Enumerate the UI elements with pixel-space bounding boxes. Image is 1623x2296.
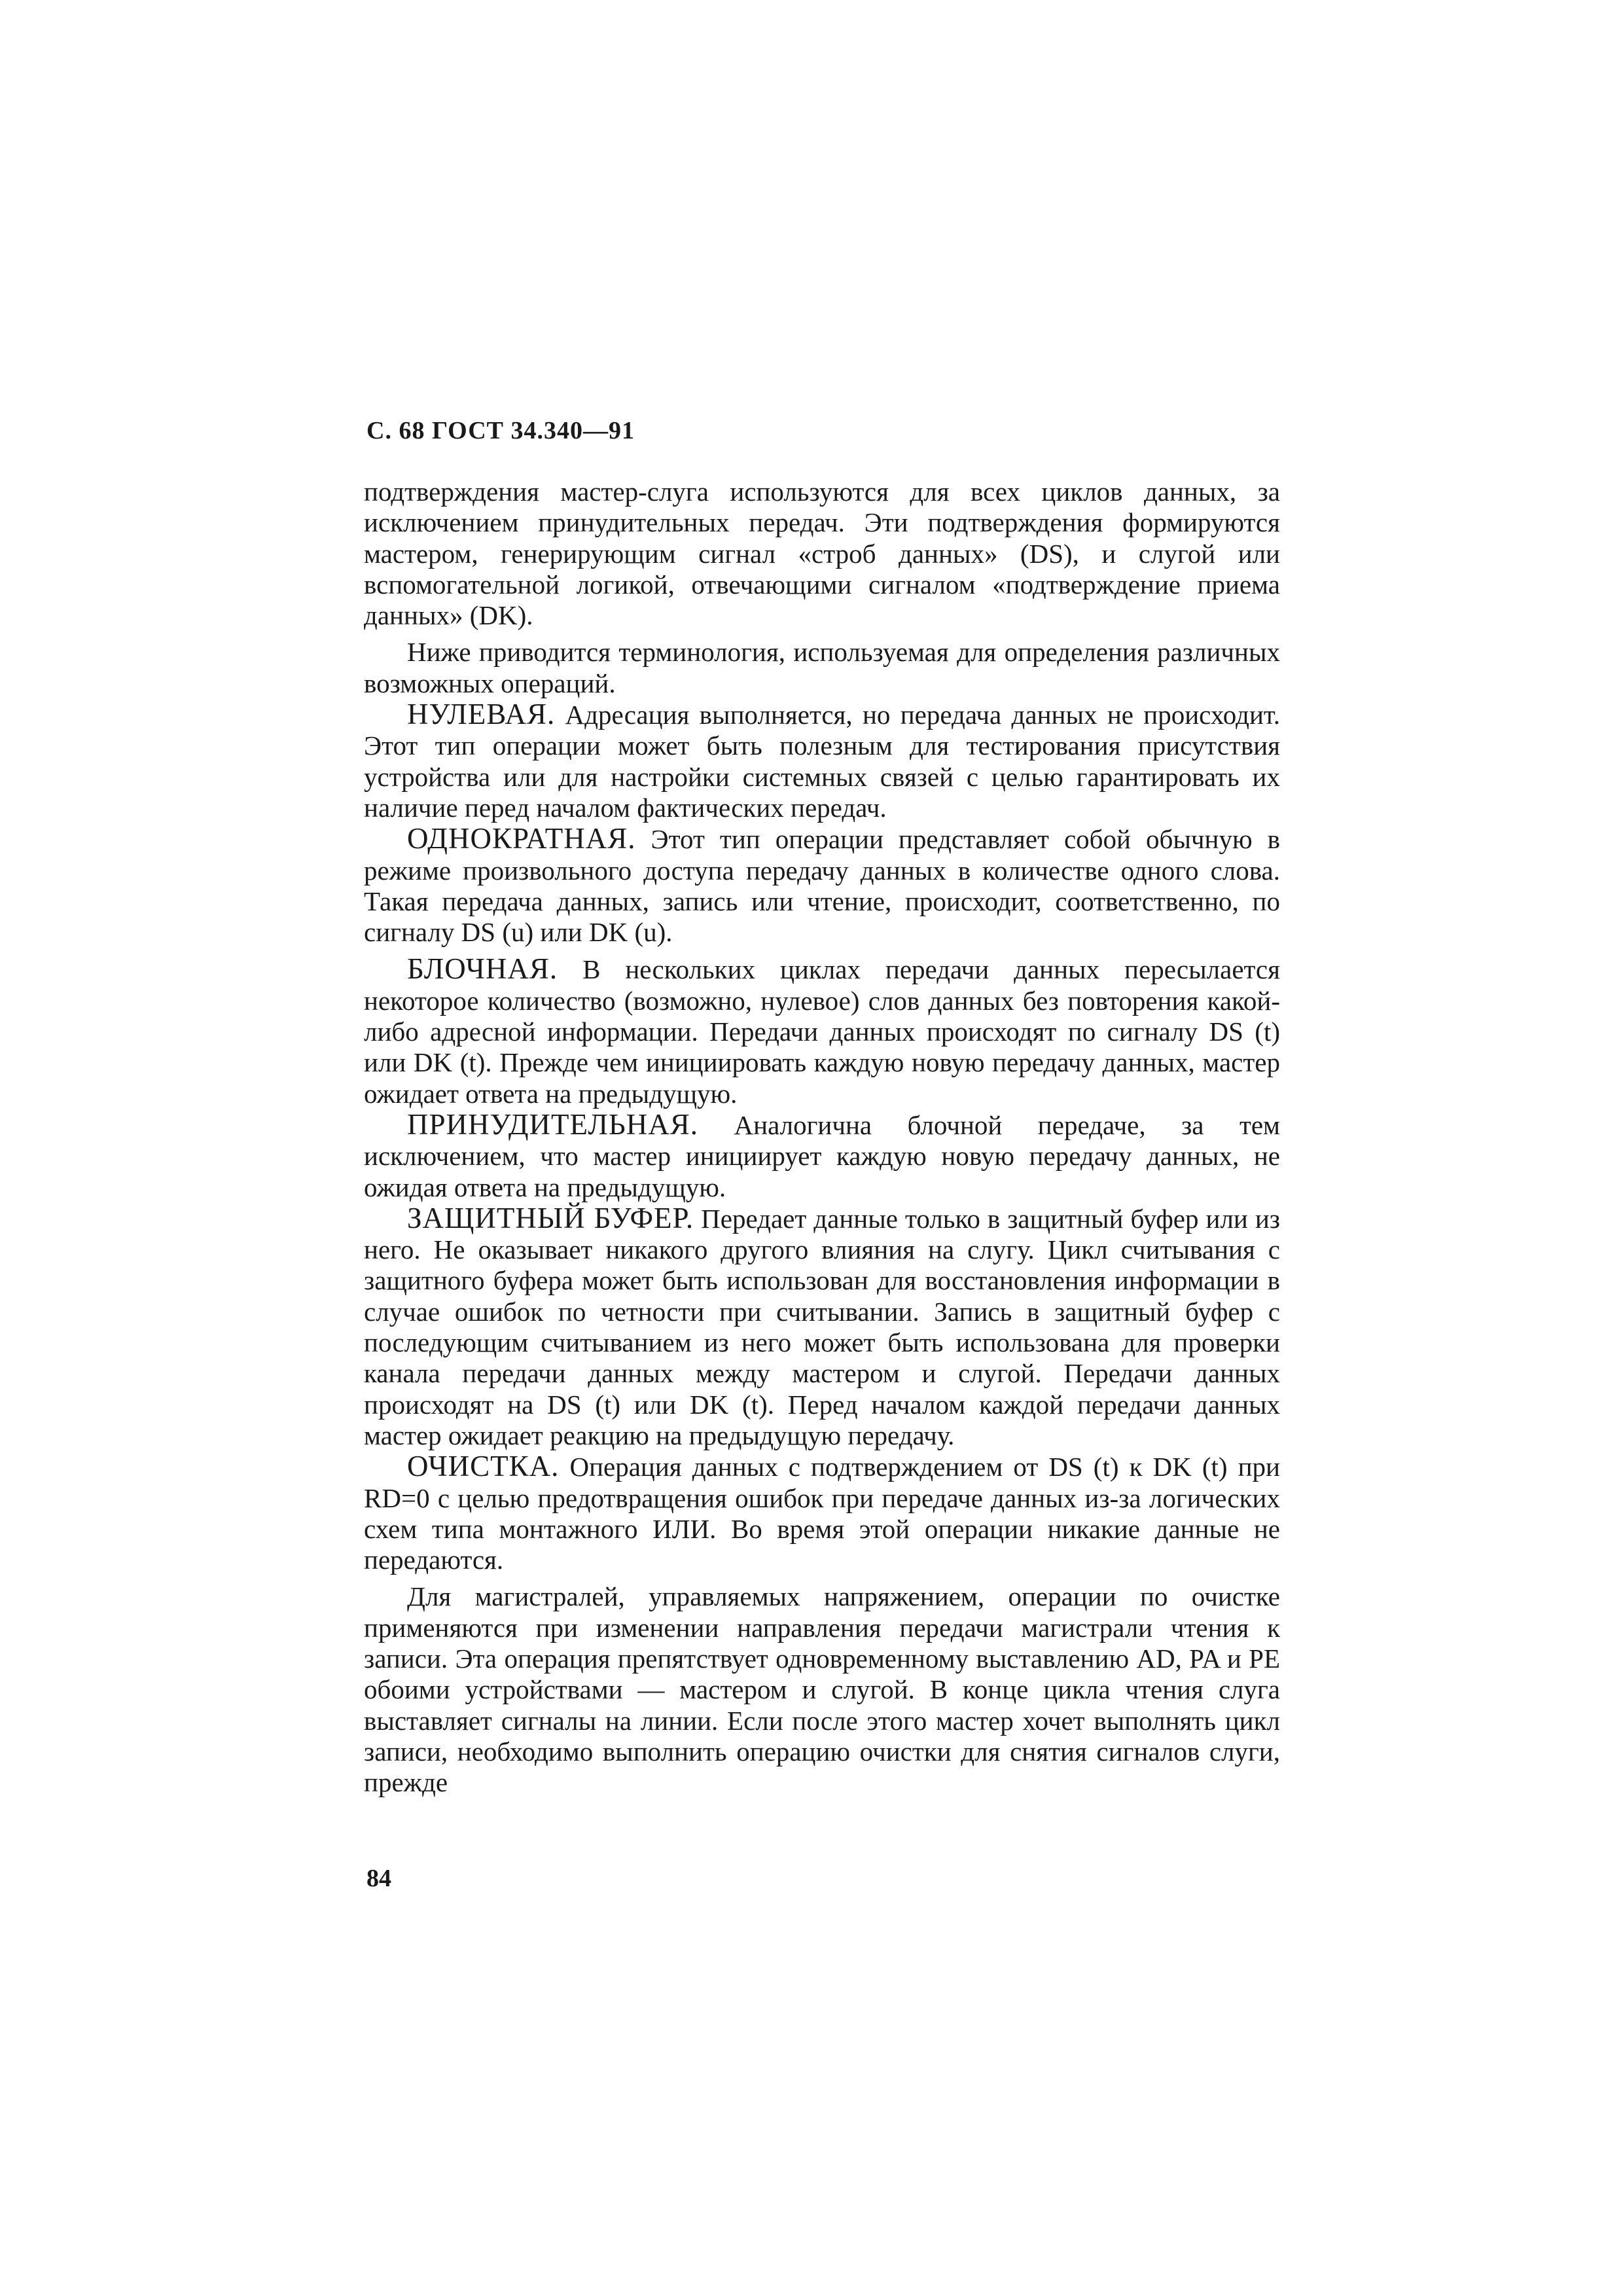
definition-single: Этот тип операции представляет собой обычную в режиме произвольного доступа передачу данных в количестве одного слова. Такая передача данных, запись или чтение, происходит, соответственно, по сигналу DS (u) или DK (u). (364, 824, 1280, 948)
paragraph-forced-operation (364, 1109, 1280, 1203)
definition-clearing: Операция данных с подтверждением от DS (t) к DK (t) при RD=0 с целью предотвращения ошибок при передаче данных из-за логических схем типа монтажного ИЛИ. Во время этой операции никакие данные не передаются. (364, 1452, 1280, 1575)
page-number: 84 (366, 1865, 391, 1892)
term-clearing: ОЧИСТКА. (407, 1450, 560, 1483)
term-protective-buffer: ЗАЩИТНЫЙ БУФЕР. (407, 1201, 694, 1234)
term-forced: ПРИНУДИТЕЛЬНАЯ. (407, 1107, 699, 1141)
definition-block: В нескольких циклах передачи данных пересылается некоторое количество (возможно, нулевое) слов данных без повторения какой-либо адресной информации. Передачи данных происходят по сигналу DS (t) или DK (t). Прежде чем инициировать каждую новую передачу данных, мастер ожидает ответа на предыдущую. (364, 954, 1280, 1109)
definition-protective-buffer: Передает данные только в защитный буфер или из него. Не оказывает никакого другого влияния на слугу. Цикл считывания с защитного буфера может быть использован для восстановления информации в случае ошибок по четности при считывании. Запись в защитный буфер с последующим считыванием из него может быть использована для проверки канала передачи данных между мастером и слугой. Передачи данных происходят на DS (t) или DK (t). Перед началом каждой передачи данных мастер ожидает реакцию на предыдущую передачу. (364, 1203, 1280, 1450)
paragraph-voltage-buses: Для магистралей, управляемых напряжением, операции по очистке применяются при изменении направления передачи магистрали чтения к записи. Эта операция препятствует одновременному выставлению AD, PA и PE обоими устройствами — мастером и слугой. В конце цикла чтения слуга выставляет сигналы на линии. Если после этого мастер хочет выполнять цикл записи, необходимо выполнить операцию очистки для снятия сигналов слуги, прежде (364, 1581, 1280, 1798)
paragraph-protective-buffer (364, 1203, 1280, 1451)
paragraph-null-operation (364, 699, 1280, 823)
term-block: БЛОЧНАЯ. (407, 952, 558, 986)
term-single: ОДНОКРАТНАЯ. (407, 822, 636, 855)
page-header: С. 68 ГОСТ 34.340—91 (366, 417, 635, 444)
paragraph-single-operation (364, 823, 1280, 948)
paragraph-clearing-operation (364, 1451, 1280, 1575)
definition-forced: Аналогична блочной передаче, за тем исключением, что мастер инициирует каждую новую передачу данных, не ожидая ответа на предыдущую. (364, 1109, 1280, 1202)
paragraph-block-operation (364, 954, 1280, 1109)
paragraph-continuation: подтверждения мастер-слуга используются для всех циклов данных, за исключением принудительных передач. Эти подтверждения формируются мастером, генерирующим сигнал «строб данных» (DS), и слугой или вспомогательной логикой, отвечающими сигналом «подтверждение приема данных» (DK). (364, 476, 1280, 631)
term-null: НУЛЕВАЯ. (407, 698, 556, 731)
definition-null: Адресация выполняется, но передача данных не происходит. Этот тип операции может быть полезным для тестирования присутствия устройства или для настройки системных связей с целью гарантировать их наличие перед началом фактических передач. (364, 700, 1280, 823)
paragraph-terminology-intro: Ниже приводится терминология, используемая для определения различных возможных операций. (364, 637, 1280, 698)
body-text (364, 476, 1280, 1798)
